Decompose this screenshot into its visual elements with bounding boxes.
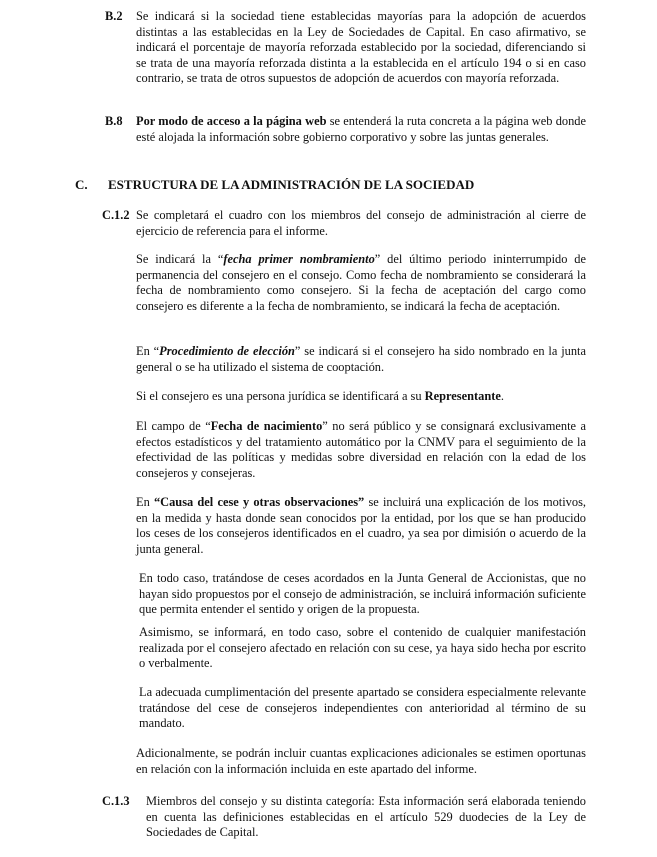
- c12-p1-prefix: Se indicará la “: [136, 252, 224, 266]
- b2-label: B.2: [105, 9, 123, 23]
- c12-p2-prefix: En “: [136, 344, 160, 358]
- c12-p5-text: se incluirá una explicación de los motivos, en la medida y hasta donde sean conocidos por la entidad, por los que se han producido los ceses de los consejeros identificados en el cuadro, ya sea por dimisión o acuerdo de la junta general.: [136, 495, 586, 556]
- c12-fecha-nacimiento-paragraph: [136, 419, 586, 481]
- c12-label: C.1.2: [102, 208, 130, 222]
- c12-p4-prefix: El campo de “: [136, 419, 211, 433]
- c12-p1-term: fecha primer nombramiento: [223, 252, 375, 266]
- c12-independientes-paragraph: La adecuada cumplimentación del presente apartado se considera especialmente relevante tratándose del cese de consejeros independientes con anterioridad al término de su mandato.: [139, 685, 586, 731]
- c12-procedimiento-paragraph: [136, 344, 586, 375]
- c12-p5-term: “Causa del cese y otras observaciones”: [153, 495, 365, 509]
- c13-label: C.1.3: [102, 794, 130, 808]
- c12-junta-general-paragraph: En todo caso, tratándose de ceses acordados en la Junta General de Accionistas, que no hayan sido propuestos por el consejo de administración, se incluirá información suficiente que permita entender el sentido y origen de la propuesta.: [139, 571, 586, 617]
- c12-manifestacion-paragraph: Asimismo, se informará, en todo caso, sobre el contenido de cualquier manifestación realizada por el consejero afectado en relación con su cese, ya haya sido hecha por escrito o verbalmente.: [139, 625, 586, 671]
- c12-p4-term: Fecha de nacimiento: [210, 419, 323, 433]
- c13-paragraph: Miembros del consejo y su distinta categoría: Esta información será elaborada teniendo en cuenta las definiciones establecidas en el artículo 529 duodecies de la Ley de Sociedades de Capital.: [146, 794, 586, 840]
- c12-p2-term: Procedimiento de elección: [159, 344, 295, 358]
- c12-p5-prefix: En: [136, 495, 154, 509]
- c12-adicionalmente-paragraph: Adicionalmente, se podrán incluir cuantas explicaciones adicionales se estimen oportunas en relación con la información incluida en este apartado del informe.: [136, 746, 586, 776]
- b2-paragraph: Se indicará si la sociedad tiene establecidas mayorías para la adopción de acuerdos distintas a las establecidas en la Ley de Sociedades de Capital. En caso afirmativo, se indicará el porcentaje de mayoría reforzada establecido por la sociedad, diferenciando si se trata de una mayoría reforzada distinta a la establecida en el artículo 194 o si en caso contrario, se trata de otros supuestos de adopción de acuerdos con mayoría reforzada.: [136, 9, 586, 86]
- b8-text: se entenderá la ruta concreta a la página web donde esté alojada la información sobre gobierno corporativo y sobre las juntas generales.: [136, 114, 586, 144]
- c12-p3-term: Representante: [424, 389, 501, 403]
- b8-label: B.8: [105, 114, 123, 128]
- b8-term: Por modo de acceso a la página web: [136, 114, 327, 128]
- c12-p3-text: .: [500, 389, 504, 403]
- c12-causa-cese-paragraph: [136, 495, 586, 557]
- c12-p3-prefix: Si el consejero es una persona jurídica se identificará a su: [136, 389, 425, 403]
- c12-p1-text: ” del último periodo ininterrumpido de permanencia del consejero en el consejo. Como fecha de nombramiento se considerará la fecha de nombramiento como consejero. Si la fecha de aceptación del cargo como consejero es diferente a la fecha de nombramiento, se indicará la fecha de aceptación.: [136, 252, 587, 313]
- b8-paragraph: [136, 114, 586, 145]
- c12-representante-paragraph: [136, 389, 586, 405]
- c12-intro: Se completará el cuadro con los miembros del consejo de administración al cierre de ejercicio de referencia para el informe.: [136, 208, 586, 238]
- section-c-title: ESTRUCTURA DE LA ADMINISTRACIÓN DE LA SOCIEDAD: [108, 177, 475, 192]
- c12-p4-text: ” no será público y se consignará exclusivamente a efectos estadísticos y del tratamiento automático por la CNMV para el seguimiento de la efectividad de las políticas y medidas sobre diversidad en relación con la edad de los consejeros y consejeras.: [136, 419, 587, 480]
- c12-p2-text: ” se indicará si el consejero ha sido nombrado en la junta general o se ha utilizado el sistema de cooptación.: [136, 344, 586, 374]
- c12-fecha-nombramiento-paragraph: [136, 252, 586, 314]
- section-c-label: C.: [75, 177, 88, 192]
